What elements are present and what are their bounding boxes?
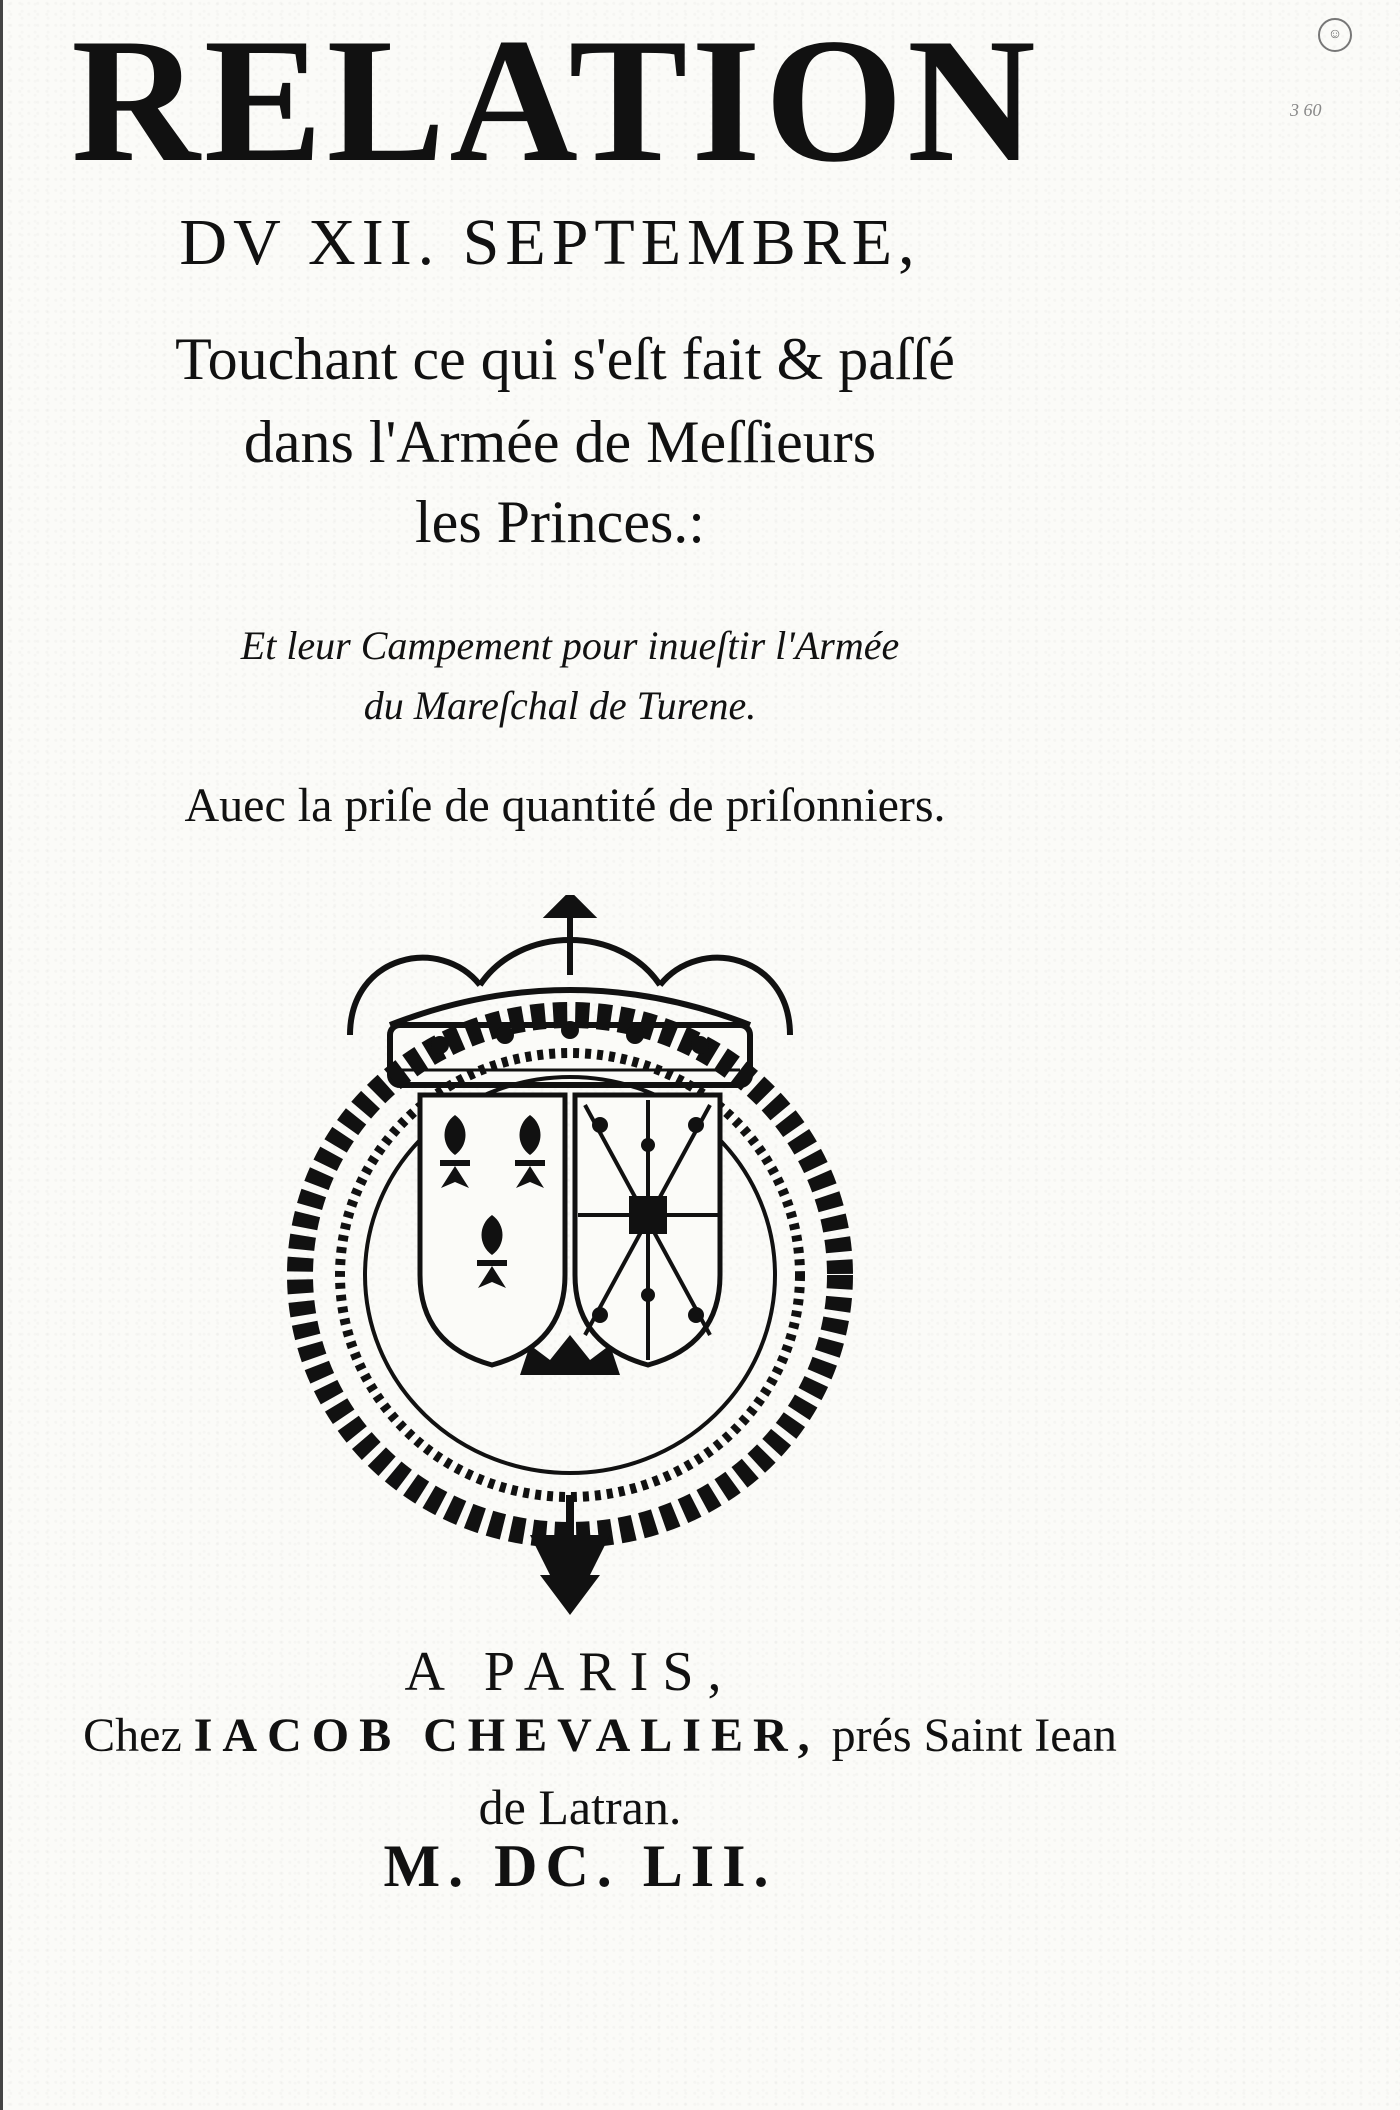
body-line-3: les Princes.: [415,489,705,555]
library-stamp-icon: ☺ [1318,18,1352,52]
prisoners-line: Auec la priſe de quantité de priſonniers. [184,779,946,832]
printer-suffix: prés Saint Iean [831,1709,1117,1762]
page-title: RELATION [71,1,1040,199]
printer-prefix: Chez [83,1709,182,1762]
city: A PARIS, [404,1641,736,1703]
body-line-1: Touchant ce qui s'eſt fait & paſſé [175,326,955,392]
printer-line [40,1708,1160,1763]
italic-line-2: du Mareſchal de Turene. [363,683,757,728]
printer-line-2: de Latran. [478,1779,682,1835]
italic-line-1: Et leur Campement pour inueſtir l'Armée [240,623,900,668]
body-line-2: dans l'Armée de Meſſieurs [243,409,877,475]
publication-date: M. DC. LII. [383,1833,777,1899]
page-subtitle: DV XII. SEPTEMBRE, [179,206,921,279]
printer-name: IACOB CHEVALIER, [193,1709,820,1762]
shelfmark: 3 60 [1290,100,1322,120]
royal-coat-of-arms-icon [280,895,860,1615]
page-edge [0,0,3,2110]
